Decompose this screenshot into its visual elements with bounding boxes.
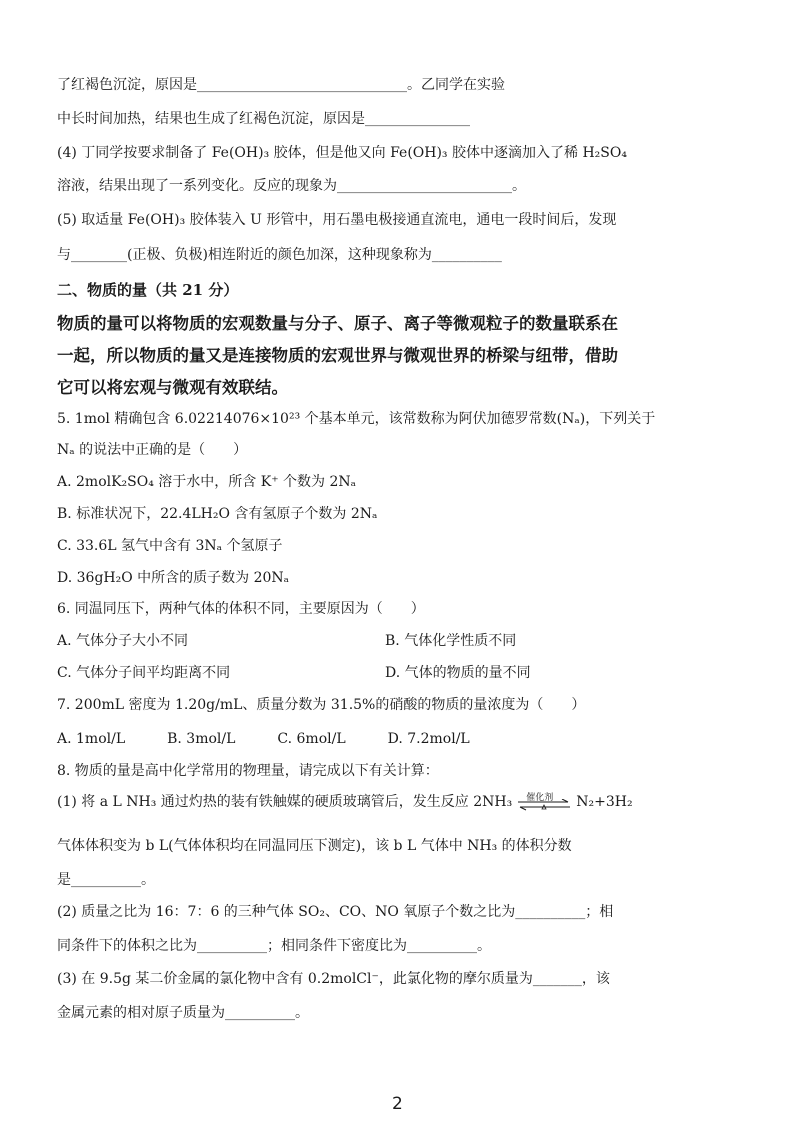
question-8-part-3: (3) 在 9.5g 某二价金属的氯化物中含有 0.2molCl⁻，此氯化物的摩尔质量为_______，该 [57, 971, 610, 987]
question-8-part-1: 气体体积变为 b L(气体体积均在同温同压下测定)，该 b L 气体中 NH₃ 的体积分数 [57, 838, 572, 854]
question-7-options: A. 1mol/L B. 3mol/L C. 6mol/L D. 7.2mol/L [57, 731, 470, 747]
question-8-part-2: (2) 质量之比为 16：7：6 的三种气体 SO₂、CO、NO 氧原子个数之比为__________；相 [57, 904, 614, 920]
section-intro: 它可以将宏观与微观有效联结。 [57, 378, 288, 397]
question-6-stem: 6. 同温同压下，两种气体的体积不同，主要原因为（ ） [57, 601, 425, 617]
section-intro: 物质的量可以将物质的宏观数量与分子、原子、离子等微观粒子的数量联系在 [57, 314, 618, 333]
question-5-option-c: C. 33.6L 氢气中含有 3Nₐ 个氢原子 [57, 538, 283, 554]
question-5-stem: 5. 1mol 精确包含 6.02214076×10²³ 个基本单元，该常数称为阿伏加德罗常数(Nₐ)，下列关于 [57, 411, 656, 427]
text-line: (5) 取适量 Fe(OH)₃ 胶体装入 U 形管中，用石墨电极接通直流电，通电一段时间后，发现 [57, 212, 617, 228]
question-8-stem: 8. 物质的量是高中化学常用的物理量，请完成以下有关计算： [57, 763, 439, 779]
section-title: 二、物质的量（共 21 分） [57, 281, 239, 299]
text-line: 溶液，结果出现了一系列变化。反应的现象为_________________________。 [57, 178, 526, 194]
reaction-left: (1) 将 a L NH₃ 通过灼热的装有铁触媒的硬质玻璃管后，发生反应 2NH₃ [57, 794, 513, 810]
question-6-option-a: A. 气体分子大小不同 [57, 633, 189, 649]
question-8-part-1: 是__________。 [57, 872, 155, 888]
text-line: 中长时间加热，结果也生成了红褐色沉淀，原因是_______________ [57, 111, 470, 127]
question-6-option-d: D. 气体的物质的量不同 [385, 665, 531, 681]
question-6-option-b: B. 气体化学性质不同 [385, 633, 517, 649]
question-6-option-c: C. 气体分子间平均距离不同 [57, 665, 231, 681]
question-5-option-a: A. 2molK₂SO₄ 溶于水中，所含 K⁺ 个数为 2Nₐ [57, 474, 357, 490]
question-5-stem: Nₐ 的说法中正确的是（ ） [57, 442, 248, 458]
text-line: (4) 丁同学按要求制备了 Fe(OH)₃ 胶体，但是他又向 Fe(OH)₃ 胶体中逐滴加入了稀 H₂SO₄ [57, 145, 627, 161]
question-5-option-b: B. 标准状况下，22.4LH₂O 含有氢原子个数为 2Nₐ [57, 506, 378, 522]
question-8-part-1 [57, 793, 633, 811]
question-8-part-2: 同条件下的体积之比为__________；相同条件下密度比为__________。 [57, 938, 491, 954]
question-5-option-d: D. 36gH₂O 中所含的质子数为 20Nₐ [57, 570, 290, 586]
section-intro: 一起，所以物质的量又是连接物质的宏观世界与微观世界的桥梁与纽带，借助 [57, 346, 618, 365]
question-8-part-3: 金属元素的相对原子质量为__________。 [57, 1005, 309, 1021]
reaction-right: N₂+3H₂ [576, 794, 633, 810]
question-7-stem: 7. 200mL 密度为 1.20g/mL、质量分数为 31.5%的硝酸的物质的量浓度为（ ） [57, 697, 586, 713]
page-number: 2 [392, 1094, 403, 1114]
reversible-arrow [516, 793, 572, 811]
catalyst-label: 催化剂 [526, 793, 554, 803]
text-line: 与________(正极、负极)相连附近的颜色加深，这种现象称为__________ [57, 247, 502, 263]
text-line: 了红褐色沉淀，原因是______________________________。乙同学在实验 [57, 77, 505, 93]
